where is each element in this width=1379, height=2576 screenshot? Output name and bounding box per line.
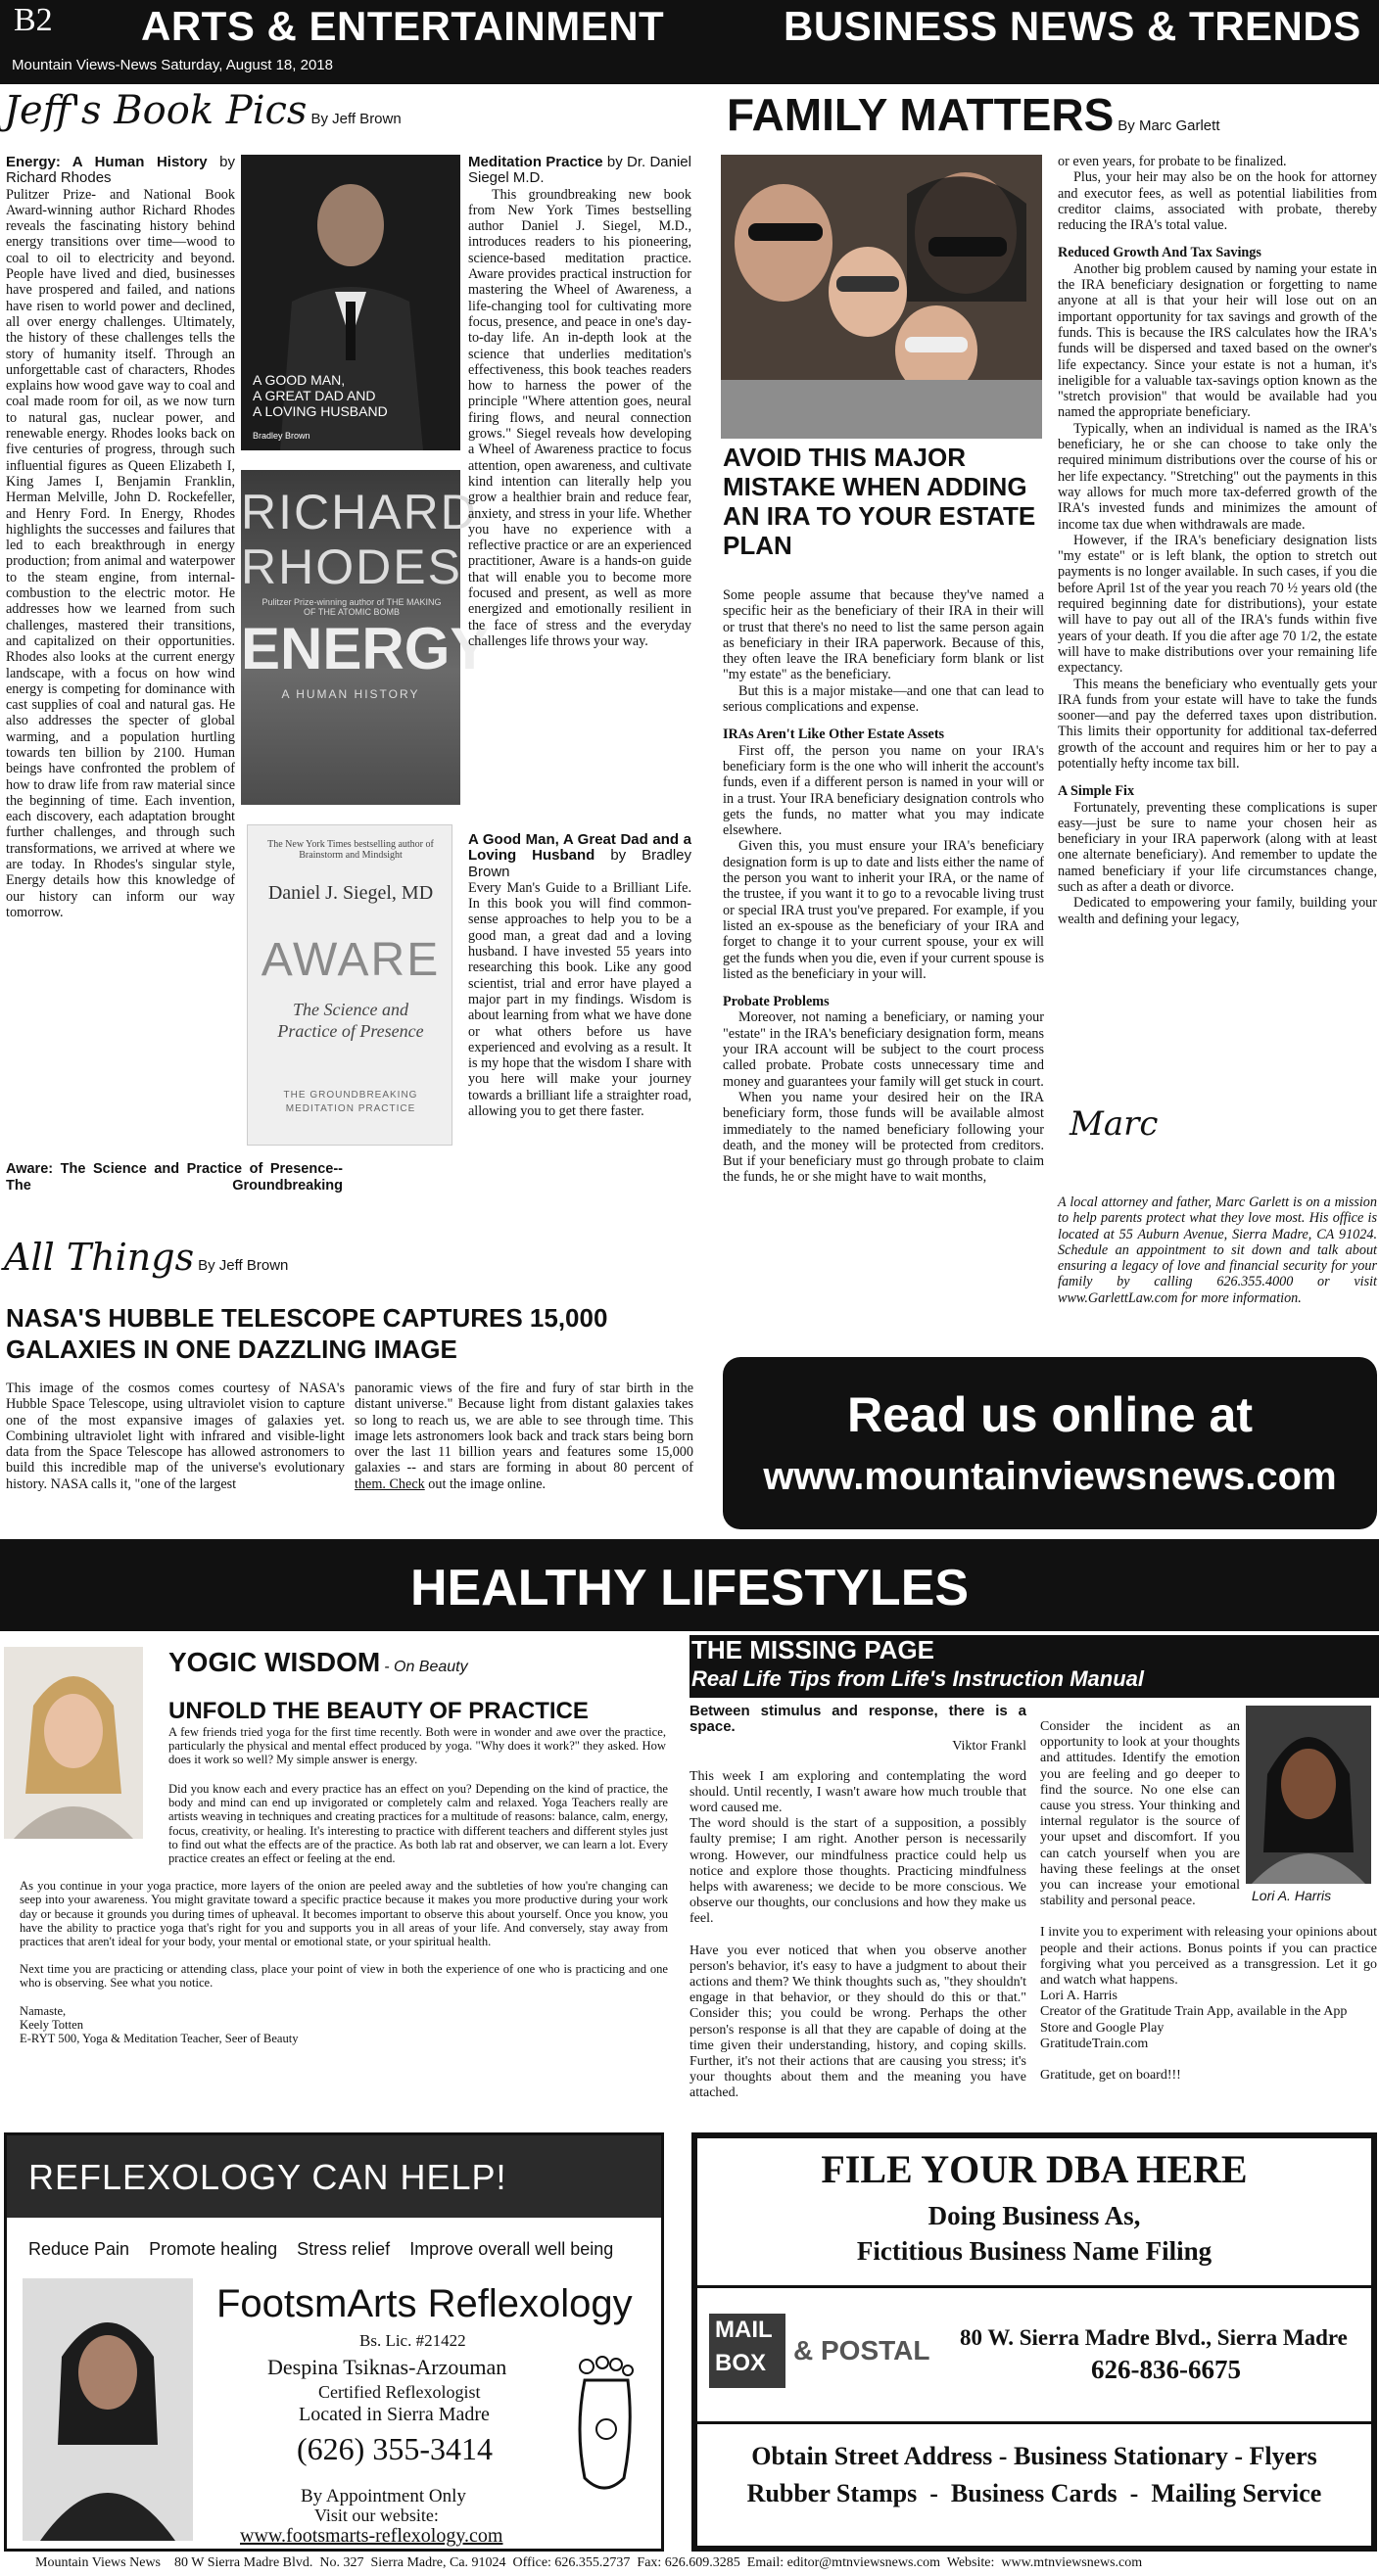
missing-p5: I invite you to experiment with releasing your opinions about people and their actions. Bonus points if you can practice forgiving what you perceived as a transgression. Let it go and watch what happens. xyxy=(1040,1925,1377,1989)
yogic-sign2: Keely Totten xyxy=(20,2017,83,2032)
masthead xyxy=(0,0,1379,84)
healthy-banner xyxy=(0,1539,1379,1631)
reflexology-banner-text: REFLEXOLOGY CAN HELP! xyxy=(28,2157,507,2197)
yogic-p2: Did you know each and every practice has an effect on you? Depending on the kind of practice, the body and mind can end up invigorated or completely calm and relaxed. Yoga Teachers really are artists weaving in techniques and creating practices for a multitude of reasons: balance, calm, energy, focus, creativity, or healing. It's interesting to practice with different teachers and different styles just to find out what the effects are of the practice. As both lab rat and observer, we can learn a lot. Every practice creates an effect or feeling at the end. xyxy=(168,1782,668,1866)
dba-ad[interactable] xyxy=(691,2132,1377,2552)
logo-box: BOX xyxy=(715,2350,767,2376)
cover3-sub-1: The Science and xyxy=(293,1000,408,1019)
hubble-text-right xyxy=(355,1381,693,1492)
book-cover-energy xyxy=(241,470,490,805)
logo-postal: & POSTAL xyxy=(793,2335,930,2365)
reflexologist-portrait xyxy=(23,2278,193,2541)
family-p12: This means the beneficiary who eventually gets your IRA funds from your estate will have to take the funds sooner—and pay the deferred taxes upon distribution. This limits their opportunity for additional tax-deferred growth of the account and requires him or her to pay a potentially hefty income tax bill. xyxy=(1058,676,1377,772)
yogic-text-2 xyxy=(20,1782,668,2045)
family-p8: Plus, your heir may also be on the hook for attorney and executor fees, as well as potential liabilities from creditor claims, associated with probate, thereby reducing the IRA's total value. xyxy=(1058,169,1377,234)
missing-p2: The word should is the start of a supposition, a possibly faulty premise; I am right. Another person is necessarily wrong. However, our mindfulness practice could help us notice and explore those thoughts. Practicing mindfulness helps with awareness; we decide to be more conscious. We observe our thoughts, our conclusions and how they make us feel. xyxy=(690,1816,1026,1927)
footer-info: Mountain Views News 80 W Sierra Madre Blvd. No. 327 Sierra Madre, Ca. 91024 Office: 626.355.2737 Fax: 626.609.3285 Email: editor@mtnviewsnews.com Website: www.mtnviewsnews.com xyxy=(35,2555,1143,2570)
missing-p1: This week I am exploring and contemplating the word should. Until recently, I wasn't aware how much trouble that word caused me. xyxy=(690,1768,1026,1816)
cover1-title-2: A GREAT DAD AND xyxy=(253,388,376,403)
lori-caption: Lori A. Harris xyxy=(1252,1888,1332,1903)
book3-title: A Good Man, A Great Dad and a Loving Husband xyxy=(468,831,691,865)
family-p2: But this is a major mistake—and one that can lead to serious complications and expense. xyxy=(723,682,1044,716)
book-cover-aware xyxy=(247,824,452,1146)
hubble-text-right-body: panoramic views of the fire and fury of star birth in the distant universe." Because light from distant galaxies takes so long to reach us, we are able to see through time. This image lets astronomers look back and track stars being born over the last 11 billion years and features some 15,000 galaxies -- and stars are forming in about 80 percent of xyxy=(355,1381,693,1476)
family-h1: IRAs Aren't Like Other Estate Assets xyxy=(723,726,945,743)
family-matters-header xyxy=(727,88,1379,147)
reflexology-url[interactable]: www.footsmarts-reflexology.com xyxy=(240,2525,503,2547)
yogic-p3: As you continue in your yoga practice, more layers of the onion are peeled away and the subtleties of how you're changing can seep into your awareness. You might gravitate toward a specific practice because it makes you more productive during your work day or because it grounds you during times of upheaval. It becomes important to observe this about yourself. Once you know, you have the ability to practice yoga that's right for you and supports you in all areas of your life. And conversely, stay away from practices that aren't ideal for your body, your mental or emotional state, or your spiritual health. xyxy=(20,1879,668,1949)
book2-text: This groundbreaking new book from New York Times bestselling author Daniel J. Siegel, M.D., introduces readers to his pioneering, science-based meditation practice. Aware provides practical instruction for mastering the Wheel of Awareness, a life-changing tool for cultivating more focus, presence, and peace in one's day-to-day life. An in-depth look at the science that underlies meditation's effectiveness, this book teaches readers how to harness the power of the principle "Where attention goes, neural firing flows, and neural connection grows." Siegel reveals how developing a Wheel of Awareness practice to focus attention, open awareness, and cultivate kind intention can literally help you grow a healthier brain and reduce fear, anxiety, and stress in your life. Whether you have no experience with a reflective practice or are an experienced practitioner, Aware is a hands-on guide that will enable you to become more focused and present, as well as more energized and emotionally resilient in the face of stress and the everyday challenges life throws your way. xyxy=(468,186,691,649)
book1-title: Energy: A Human History xyxy=(6,154,208,170)
book2-author: by Dr. Daniel Siegel M.D. xyxy=(468,154,691,187)
reflexology-ad[interactable] xyxy=(4,2132,664,2552)
reflexology-license: Bs. Lic. #21422 xyxy=(359,2331,466,2350)
family-col-1 xyxy=(723,587,1044,1186)
family-p13: Fortunately, preventing these complications is super easy—just be sure to name your chosen heir as beneficiary in your IRA paperwork (along with at least one alternate beneficiary). And remember to update the named beneficiary if your life circumstances change, such as after a death or divorce. xyxy=(1058,799,1377,896)
dba-services-2: Rubber Stamps - Business Cards - Mailing Service xyxy=(746,2479,1322,2507)
family-photo xyxy=(721,155,1042,439)
logo-mail: MAIL xyxy=(715,2317,773,2343)
family-p14: Dedicated to empowering your family, building your wealth and defining your legacy, xyxy=(1058,895,1377,927)
book-pics-title: Jeff's Book Pics xyxy=(4,88,308,133)
cover2-title: ENERGY xyxy=(241,616,490,681)
marc-signature: Marc xyxy=(1070,1104,1159,1144)
family-p4: Given this, you must ensure your IRA's beneficiary designation form is up to date and lists either the name of the person you want to inherit your IRA, or the name of the trustee, if you want it to go to a revocable living trust or special IRA trust you've prepared. For example, if you listed an ex-spouse as the beneficiary of your IRA and forget to change it to your current spouse, your ex will get the funds when you die, even if your current spouse is listed as the beneficiary in your will. xyxy=(723,838,1044,982)
yogic-p1: A few friends tried yoga for the first time recently. Both were in wonder and awe over the practice, particularly the physical and mental effect produced by yoga. "Why does it work?" they asked. How does it work so well? My simple answer is energy. xyxy=(168,1725,666,1767)
family-p7: or even years, for probate to be finalized. xyxy=(1058,154,1287,169)
reflexology-appt: By Appointment Only xyxy=(301,2486,466,2506)
cover3-top: The New York Times bestselling author of Brainstorm and Mindsight xyxy=(267,839,434,861)
missing-quote: Between stimulus and response, there is a space. xyxy=(690,1703,1026,1736)
missing-sign2: Creator of the Gratitude Train App, available in the App Store and Google Play xyxy=(1040,2004,1348,2036)
yogic-subtitle: - On Beauty xyxy=(384,1659,468,1675)
book1-article xyxy=(6,155,235,1144)
hubble-headline: NASA'S HUBBLE TELESCOPE CAPTURES 15,000 GALAXIES IN ONE DAZZLING IMAGE xyxy=(6,1303,608,1364)
family-bio: A local attorney and father, Marc Garlett is on a mission to help parents protect what they love most. His office is located at 55 Auburn Avenue, Sierra Madre, CA 91024. Schedule an appointment to sit down and talk about ensuring a legacy of love and financial security for your family by calling 626.355.4000 or visit www.GarlettLaw.com for more information. xyxy=(1058,1194,1377,1306)
book-pics-header xyxy=(4,88,709,137)
cover3-author: Daniel J. Siegel, MD xyxy=(267,882,434,904)
healthy-title: HEALTHY LIFESTYLES xyxy=(409,1560,970,1616)
section-title-left: ARTS & ENTERTAINMENT xyxy=(141,3,665,49)
cover3-foot-2: MEDITATION PRACTICE xyxy=(285,1103,416,1114)
reflexology-benefits: Reduce Pain Promote healing Stress relief Improve overall well being xyxy=(28,2239,614,2259)
dba-title: FILE YOUR DBA HERE xyxy=(821,2147,1248,2191)
family-p10: Typically, when an individual is named as the IRA's beneficiary, he or she can choose to take only the required minimum distributions over the course of his or her life expectancy. "Stretching" out the payments in this way allows for much more tax-deferred growth of the IRA's invested funds and minimizes the amount of income tax due when withdrawals are made. xyxy=(1058,420,1377,533)
family-photo-image xyxy=(721,155,1042,439)
missing-col-2 xyxy=(1040,1719,1377,2084)
missing-sign1: Lori A. Harris xyxy=(1040,1989,1117,2004)
missing-quote-by: Viktor Frankl xyxy=(952,1739,1026,1755)
family-matters-byline: By Marc Garlett xyxy=(1117,117,1220,134)
read-online-banner[interactable] xyxy=(723,1357,1377,1529)
missing-sign4: Gratitude, get on board!!! xyxy=(1040,2068,1181,2084)
family-p1: Some people assume that because they've named a specific heir as the beneficiary of their IRA in their will or trust that there's no need to list the same person again as beneficiary in their IRA paperwork. Because of this, they often leave the IRA beneficiary form blank or list "my estate" as the beneficiary. xyxy=(723,587,1044,683)
family-p3: First off, the person you name on your IRA's beneficiary form is the one who will inherit the account's funds, even if a different person is named in your will or in a trust. Your IRA beneficiary designation controls who gets the funds, no matter what you may indicate elsewhere. xyxy=(723,742,1044,839)
yogic-sign3: E-RYT 500, Yoga & Meditation Teacher, Seer of Beauty xyxy=(20,2032,299,2046)
all-things-header xyxy=(4,1236,709,1285)
cover2-subtitle: A HUMAN HISTORY xyxy=(281,687,420,701)
yogic-header xyxy=(168,1647,678,1678)
cover1-author: Bradley Brown xyxy=(253,431,310,441)
family-p6: When you name your desired heir on the IRA beneficiary form, those funds will be available almost immediately to the named beneficiary following your death, and the money will be protected from creditors. But if your beneficiary must go through probate to claim the funds, he or she might have to wait months, xyxy=(723,1089,1044,1186)
page-number: B2 xyxy=(14,2,53,38)
paper-date: Mountain Views-News Saturday, August 18, 2018 xyxy=(12,57,333,73)
read-online-url[interactable]: www.mountainviewsnews.com xyxy=(763,1455,1337,1498)
reflexology-visit: Visit our website: xyxy=(314,2506,439,2525)
reflexology-location: Located in Sierra Madre xyxy=(299,2404,490,2425)
book3-text: Every Man's Guide to a Brilliant Life. In this book you will find common-sense approaches to help you to be a good man, a great dad and a loving husband. I have invested 55 years into researching this book. Like any good scientist, trial and error have played a major part in my findings. Wisdom is about learning from what we have done or what others before us have experienced and evolving as a result. It is my hope that the wisdom I share with you here will make your journey towards a brilliant life a straighter road, allowing you to get there faster. xyxy=(468,879,691,1120)
missing-p4: Consider the incident as an opportunity to look at your thoughts and attitudes. Identify the emotion you are feeling and go deeper to find the source. No one else can cause you stress. Your thinking and internal regulator is the source of your upset and discomfort. If you can catch yourself when you are having these feelings at the onset you can increase your emotional stability and personal peace. xyxy=(1040,1719,1240,1909)
read-online-line1: Read us online at xyxy=(847,1387,1253,1442)
yogic-title: YOGIC WISDOM xyxy=(168,1647,381,1677)
reflexologist-photo xyxy=(23,2278,193,2541)
book1-text: Pulitzer Prize- and National Book Award-winning author Richard Rhodes reveals the fascinating history behind energy transitions over time—wood to coal to oil to electricity and beyond. People have lived and died, businesses have prospered and failed, and nations have risen to world power and declined, all over energy challenges. Ultimately, the history of these challenges tells the story of humanity itself. Through an unforgettable cast of characters, Rhodes explains how wood gave way to coal and coal made room for oil, as we now turn to natural gas, nuclear power, and renewable energy. Rhodes looks back on five centuries of progress, through such influential figures as Queen Elizabeth I, King James I, Benjamin Franklin, Herman Melville, John D. Rockefeller, and Henry Ford. In Energy, Rhodes highlights the successes and failures that led to each breakthrough in energy production; from animal and waterpower to the steam engine, from internal-combustion to the electric motor. He addresses how we learned from such challenges, mastered their transitions, and capitalized on their opportunities. Rhodes also looks at the current energy landscape, with a focus on how wind energy is competing for dominance with cast supplies of coal and natural gas. He also addresses the specter of global warming, and a population hurtling towards ten billion by 2100. Human beings have confronted the problem of how to draw life from raw material since the beginning of time. Each invention, each discovery, each adaptation brought further challenges, and through such transformations, we arrived at where we are today. In Rhodes's singular style, Energy details how this knowledge of our history can inform our way tomorrow. xyxy=(6,186,235,920)
missing-p3: Have you ever noticed that when you observe another person's behavior, it's easy to have a judgment to about their actions and them? We think thoughts such as, "they shouldn't engage in that behavior, or they should do this or that." Consider this; you could be wrong. Perhaps the other person's response is all that they are capable of doing at the time given their understanding, history, and coping skills. Further, it's not their actions that are causing you stress; it's your thoughts about them and the meaning you have attached. xyxy=(690,1943,1026,2101)
book-pics-byline: By Jeff Brown xyxy=(310,111,402,127)
cover2-tag: Pulitzer Prize-winning author of THE MAKING OF THE ATOMIC BOMB xyxy=(262,597,442,617)
yogic-sign1: Namaste, xyxy=(20,2003,67,2018)
family-p5: Moreover, not naming a beneficiary, or naming your "estate" in the IRA's beneficiary designation form, means your IRA account will be subject to the court process called probate. Probate costs unnecessary time and money and guarantees your family will get stuck in court. xyxy=(723,1009,1044,1090)
all-things-title: All Things xyxy=(4,1236,195,1279)
family-headline: AVOID THIS MAJOR MISTAKE WHEN ADDING AN IRA TO YOUR ESTATE PLAN xyxy=(723,443,1036,560)
family-h3: Reduced Growth And Tax Savings xyxy=(1058,245,1261,261)
dba-services-1: Obtain Street Address - Business Stationary - Flyers xyxy=(751,2442,1317,2470)
section-title-right: BUSINESS NEWS & TRENDS xyxy=(784,3,1361,49)
cover3-title: AWARE xyxy=(261,934,441,986)
yogic-headline: UNFOLD THE BEAUTY OF PRACTICE xyxy=(168,1698,589,1724)
hubble-text-end: out the image online. xyxy=(424,1475,547,1492)
reflexology-business: FootsmArts Reflexology xyxy=(216,2282,633,2325)
family-h4: A Simple Fix xyxy=(1058,783,1135,800)
missing-col-1 xyxy=(690,1704,1026,2102)
cover1-title-1: A GOOD MAN, xyxy=(253,372,346,388)
cover3-foot-1: THE GROUNDBREAKING xyxy=(283,1090,418,1101)
reflexology-name: Despina Tsiknas-Arzouman xyxy=(267,2355,507,2379)
book3-article xyxy=(468,832,691,1198)
dba-line1: Doing Business As, xyxy=(927,2201,1141,2230)
yogic-p4: Next time you are practicing or attending class, place your point of view in both the experience of one who is practicing and one who is observing. See what you notice. xyxy=(20,1962,668,1991)
family-matters-title: FAMILY MATTERS xyxy=(727,89,1115,140)
dba-address: 80 W. Sierra Madre Blvd., Sierra Madre xyxy=(960,2325,1348,2350)
reflexology-phone[interactable]: (626) 355-3414 xyxy=(297,2431,493,2466)
mailbox-logo xyxy=(709,2314,785,2388)
aware-caption: Aware: The Science and Practice of Presence--The Groundbreaking xyxy=(6,1161,343,1194)
family-col-2 xyxy=(1058,154,1377,927)
cover1-title-3: A LOVING HUSBAND xyxy=(253,403,388,419)
foot-icon xyxy=(555,2351,653,2498)
cover2-author-1: RICHARD xyxy=(241,485,478,539)
book1-author: by Richard Rhodes xyxy=(6,154,235,187)
reflexology-banner xyxy=(7,2135,661,2218)
book3-author: by Bradley Brown xyxy=(468,847,692,880)
dba-line2: Fictitious Business Name Filing xyxy=(856,2236,1213,2266)
yogic-text xyxy=(168,1725,666,1767)
dba-mid-band xyxy=(697,2285,1371,2424)
reflexology-cert: Certified Reflexologist xyxy=(318,2382,481,2402)
dba-phone[interactable]: 626-836-6675 xyxy=(1091,2355,1241,2384)
book2-title: Meditation Practice xyxy=(468,154,603,170)
hubble-link[interactable]: them. Check xyxy=(355,1475,425,1492)
book-cover-good-man xyxy=(241,155,460,450)
family-p11: However, if the IRA's beneficiary designation lists "my estate" or is left blank, the option to stretch out payments is no longer available. In such cases, if you die before April 1st of the year you reach 70 ½ years old (the required beginning date for distributions), your estate will have to pay out all of the IRA's funds within five years of your death. If you die after age 70 1/2, the estate will have to make distributions over your remaining life expectancy. xyxy=(1058,532,1377,677)
missing-page-title: THE MISSING PAGE xyxy=(691,1635,934,1664)
missing-sign3: GratitudeTrain.com xyxy=(1040,2036,1149,2051)
book2-article xyxy=(468,155,691,820)
all-things-byline: By Jeff Brown xyxy=(198,1257,289,1274)
cover2-author-2: RHODES xyxy=(241,539,462,594)
missing-page-banner xyxy=(690,1635,1379,1698)
family-p9: Another big problem caused by naming your estate in the IRA beneficiary designation or forgetting to name anyone at all is that your heir will lose out on an important opportunity for tax savings and growth of the funds. This is because the IRS calculates how the IRA's funds will be dispersed and taxed based on the owner's life expectancy. Since your estate is not a human, it's ineligible for a valuable tax-savings option known as the "stretch provision" that would be available had you named the appropriate beneficiary. xyxy=(1058,260,1377,421)
family-h2: Probate Problems xyxy=(723,994,830,1010)
cover3-sub-2: Practice of Presence xyxy=(277,1021,424,1041)
missing-page-subtitle: Real Life Tips from Life's Instruction Manual xyxy=(691,1666,1144,1691)
hubble-text-left: This image of the cosmos comes courtesy of NASA's Hubble Space Telescope, using ultraviolet vision to capture one of the most expansive images of galaxies yet. Combining ultraviolet light with infrared and visible-light data from the Space Telescope has allowed astronomers to build this incredible map of the universe's evolutionary history. NASA calls it, "one of the largest xyxy=(6,1381,345,1492)
